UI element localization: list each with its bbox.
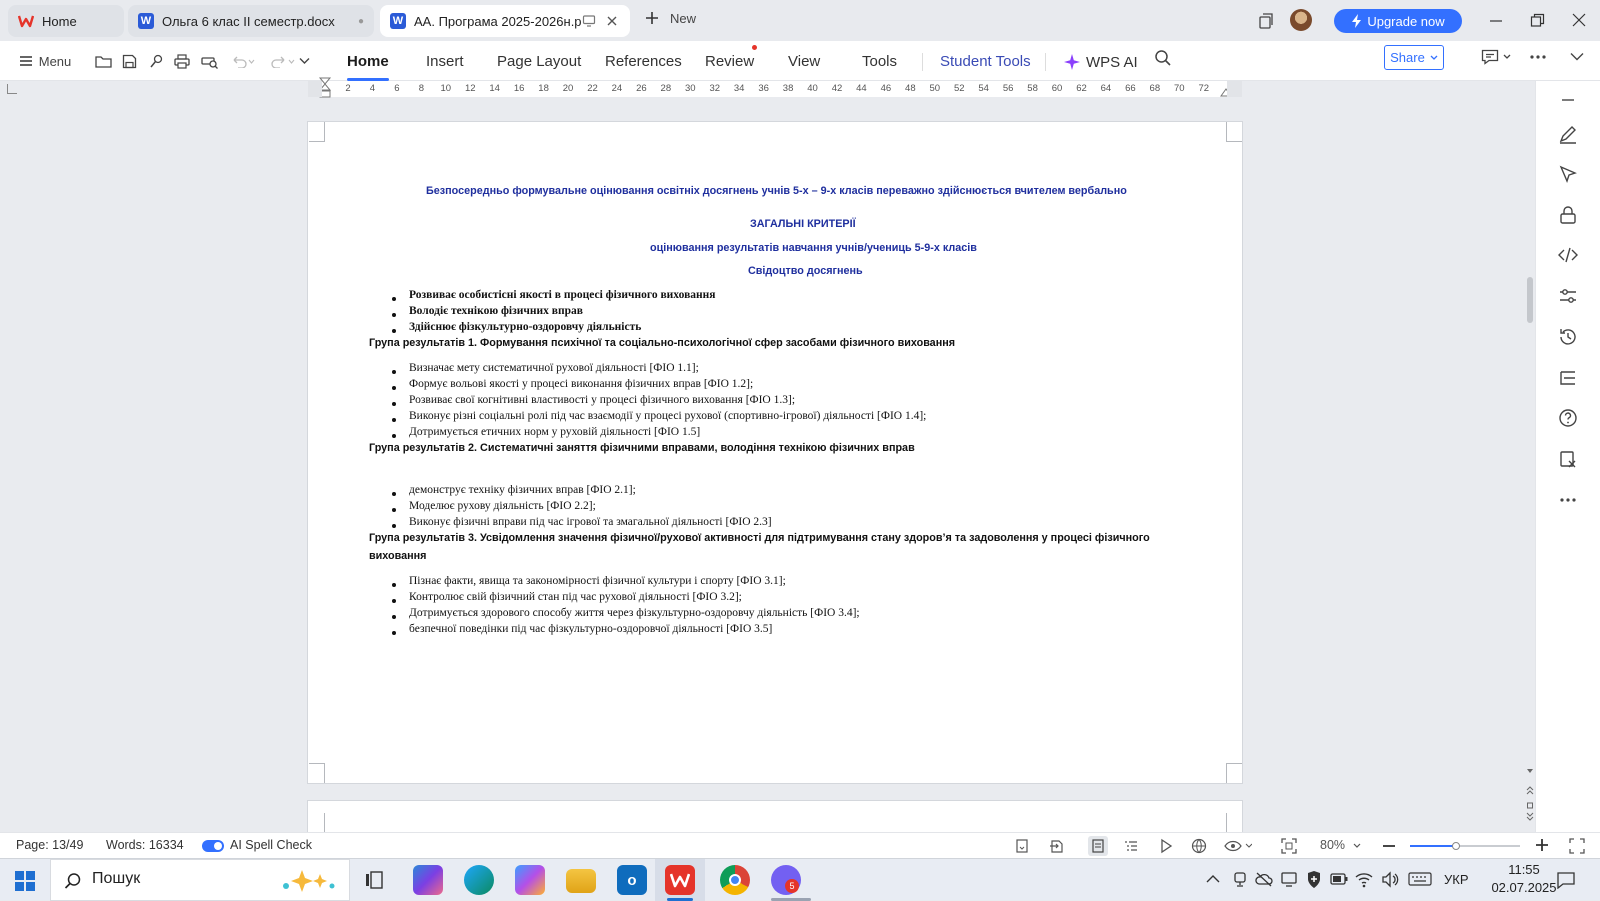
right-sidebar [1535, 81, 1600, 832]
word-doc-icon: W [390, 13, 406, 29]
tab-ribbon-home[interactable]: Home [347, 49, 389, 75]
ruler-tick-label: 6 [394, 83, 400, 94]
m365-app-icon[interactable] [413, 865, 443, 895]
ruler-tick-label: 36 [758, 83, 769, 94]
webcam-icon[interactable] [1233, 871, 1247, 888]
ruler-tick-label: 8 [418, 83, 424, 94]
export-icon[interactable] [1049, 838, 1065, 854]
print-icon [174, 54, 190, 69]
notification-badge: 5 [785, 879, 799, 893]
ruler-tick-label: 66 [1125, 83, 1136, 94]
ruler-tick-label: 42 [831, 83, 843, 94]
zoom-slider[interactable] [1410, 845, 1520, 847]
wps-ai-button[interactable] [1064, 49, 1138, 75]
cursor-select-icon[interactable] [1557, 163, 1579, 185]
ruler-tick-label: 24 [611, 83, 623, 94]
bullet [392, 386, 396, 390]
undo-button[interactable] [228, 48, 258, 74]
history-icon[interactable] [1557, 326, 1579, 348]
collapse-ribbon-icon[interactable] [1570, 52, 1584, 61]
battery-icon[interactable] [1330, 873, 1348, 885]
wifi-icon[interactable] [1355, 871, 1373, 888]
ruler-tick-label: 52 [953, 83, 965, 94]
unsaved-dot-icon[interactable]: ● [357, 15, 364, 27]
document-page-next[interactable] [307, 800, 1243, 832]
bullet [392, 508, 396, 512]
format-painter-button[interactable] [145, 48, 167, 74]
notifications-icon[interactable] [1556, 871, 1576, 889]
security-icon[interactable] [1306, 870, 1322, 889]
vertical-scrollbar-thumb[interactable] [1527, 277, 1533, 323]
notification-dot [752, 45, 757, 50]
redo-button[interactable] [268, 48, 298, 74]
help-icon[interactable] [1557, 407, 1579, 429]
ruler-tick-label: 22 [587, 83, 598, 94]
list-item: Виконує фізичні вправи під час ігрової та змагальної діяльності [ФІО 2.3] [409, 516, 772, 528]
bullet [392, 583, 396, 587]
spell-check-toggle[interactable] [202, 840, 224, 852]
ruler-tick-label: 58 [1027, 83, 1038, 94]
clock-time[interactable]: 11:55 [1508, 862, 1540, 877]
share-label: Share [1390, 50, 1425, 65]
fit-page-icon[interactable] [1281, 838, 1297, 854]
horizontal-ruler[interactable] [308, 81, 1242, 97]
chevron-down-icon[interactable] [1353, 843, 1361, 849]
list-item: безпечної поведінки під час фізкультурно-оздоровчої діяльності [ФІО 3.5] [409, 623, 773, 635]
play-icon[interactable] [1158, 838, 1174, 854]
ruler-tick-label: 60 [1051, 83, 1063, 94]
keyboard-icon[interactable] [1408, 872, 1432, 886]
group3-title-cont: виховання [369, 550, 427, 562]
chevron-down-icon [299, 57, 310, 65]
ruler-tick-label: 12 [464, 83, 476, 94]
tab-document-program[interactable] [380, 5, 630, 37]
paint-brush-icon [149, 54, 164, 69]
quick-access-dropdown[interactable] [296, 48, 312, 74]
close-window-icon[interactable] [1572, 13, 1586, 27]
search-highlight-icon [276, 866, 340, 896]
chrome-browser-icon[interactable] [720, 865, 750, 895]
read-mode-icon[interactable] [1014, 838, 1030, 854]
menu-label: Menu [38, 53, 72, 69]
print-button[interactable] [171, 48, 193, 74]
divider [922, 53, 923, 71]
status-bar [0, 832, 1600, 858]
bullet [392, 418, 396, 422]
upgrade-label: Upgrade now [1367, 13, 1445, 29]
new-tab-button[interactable] [644, 10, 696, 26]
pen-icon[interactable] [1557, 123, 1579, 145]
ruler-tick-label: 56 [1002, 83, 1014, 94]
zoom-out-icon[interactable] [1382, 839, 1396, 853]
bullet [392, 524, 396, 528]
ruler-tick-label: 26 [636, 83, 647, 94]
ruler-tick-label: 40 [807, 83, 818, 94]
close-icon[interactable] [606, 15, 618, 27]
tab-label: АА. Програма 2025-2026н.р [414, 13, 582, 29]
scroll-nav-icon[interactable] [1526, 767, 1534, 823]
bullet [392, 329, 396, 333]
divider [1045, 53, 1046, 71]
edge-browser-icon[interactable] [464, 865, 494, 895]
bullet [392, 599, 396, 603]
bullet [392, 313, 396, 317]
group3-title: Група результатів 3. Усвідомлення значення фізичної/рухової активності для підтримування стану здоров’я та задоволення у процесі фізичного [369, 532, 1150, 544]
ruler-tick-label: 72 [1198, 83, 1210, 94]
wps-office-icon[interactable] [665, 865, 695, 895]
page-view-icon [1091, 839, 1105, 853]
ruler-tick-label: 4 [369, 83, 376, 94]
list-item: Розвиває особистісні якості в процесі фізичного виховання [409, 289, 716, 301]
bullet [392, 492, 396, 496]
web-layout-icon[interactable] [1191, 838, 1207, 854]
cloud-off-icon[interactable] [1255, 872, 1273, 887]
menu-button[interactable] [16, 48, 74, 74]
ruler-tick-label: 32 [709, 83, 721, 94]
wps-ai-label: WPS AI [1086, 53, 1138, 71]
new-tab-label: New [670, 10, 697, 26]
translate-doc-icon[interactable] [1557, 448, 1579, 470]
more-icon[interactable] [1530, 55, 1546, 59]
tab-label: Ольга 6 клас II семестр.docx [162, 13, 335, 29]
hamburger-icon [19, 55, 33, 67]
bullet [392, 297, 396, 301]
tab-document-olga[interactable] [128, 5, 374, 37]
bullet [392, 370, 396, 374]
ruler-tick-label: 48 [905, 83, 916, 94]
sliders-icon[interactable] [1557, 285, 1579, 307]
file-explorer-icon[interactable] [566, 869, 596, 893]
minimize-icon[interactable] [1489, 14, 1503, 28]
list-item: Розвиває свої когнітивні властивості у процесі фізичного виховання [ФІО 1.3]; [409, 394, 796, 406]
ruler-tick-label: 62 [1076, 83, 1087, 94]
avatar[interactable] [1290, 9, 1312, 31]
ruler-tick-label: 10 [440, 83, 452, 94]
more-tools-icon[interactable] [1557, 489, 1579, 511]
list-item: Дотримується етичних норм у руховій діяльності [ФІО 1.5] [409, 426, 701, 438]
ruler-tick-label: 38 [782, 83, 794, 94]
heading-assessment: оцінювання результатів навчання учнів/учениць 5-9-х класів [650, 242, 977, 254]
eye-protection-icon[interactable] [1224, 839, 1252, 853]
word-count[interactable]: Words: 16334 [106, 838, 184, 852]
spell-check-label: AI Spell Check [230, 838, 312, 852]
tab-ribbon-page-layout[interactable]: Page Layout [497, 53, 582, 70]
open-folder-button[interactable] [92, 48, 114, 74]
chevron-down-icon [1430, 55, 1438, 61]
page-indicator[interactable]: Page: 13/49 [16, 838, 84, 852]
window-stack-icon[interactable] [1257, 12, 1275, 30]
bullet [392, 615, 396, 619]
chevron-down-icon [1503, 54, 1511, 60]
margin-corner [309, 763, 325, 783]
ruler-tick-label: 46 [880, 83, 892, 94]
margin-corner [1226, 122, 1242, 142]
taskbar [0, 858, 1600, 900]
bullet [392, 434, 396, 438]
tab-ribbon-references[interactable]: References [605, 53, 682, 70]
fullscreen-icon[interactable] [1569, 838, 1585, 854]
outline-view-icon[interactable] [1123, 838, 1139, 854]
ruler-tick-label: 18 [538, 83, 549, 94]
wps-logo-icon [18, 13, 34, 29]
restore-icon[interactable] [1530, 13, 1545, 28]
plus-icon [644, 10, 660, 26]
ruler-margin [308, 81, 322, 97]
intro-text: Безпосередньо формувальне оцінювання освітніх досягнень учнів 5-х – 9-х класів переважно здійснюється вчителем вербально [426, 185, 1127, 197]
list-item: Моделює рухову діяльність [ФІО 2.2]; [409, 500, 596, 512]
volume-icon[interactable] [1381, 871, 1399, 888]
collapse-panel-icon[interactable] [1557, 89, 1579, 111]
undo-icon [231, 54, 255, 68]
margin-corner [1226, 813, 1242, 832]
bullet [392, 631, 396, 635]
ruler-tick-label: 20 [562, 83, 574, 94]
ruler-tick-label: 64 [1100, 83, 1112, 94]
tab-ribbon-insert[interactable]: Insert [426, 53, 464, 70]
document-page[interactable] [307, 121, 1243, 784]
upgrade-button[interactable] [1334, 9, 1462, 33]
list-item: Формує вольові якості у процесі виконання фізичних вправ [ФІО 1.2]; [409, 378, 754, 390]
code-icon[interactable] [1557, 244, 1579, 266]
tab-stop-selector[interactable] [7, 84, 17, 94]
lock-icon[interactable] [1557, 204, 1579, 226]
ruler-tick-label: 70 [1174, 83, 1185, 94]
ruler-tick-label: 44 [856, 83, 867, 94]
outline-icon[interactable] [1557, 367, 1579, 389]
document-area[interactable] [0, 105, 1535, 832]
folder-icon [95, 54, 112, 69]
ruler-tick-label: 50 [929, 83, 941, 94]
outlook-icon[interactable]: o [617, 865, 647, 895]
list-item: Здійснює фізкультурно-оздоровчу діяльність [409, 321, 642, 333]
chevron-up-icon[interactable] [1206, 874, 1220, 884]
list-item: Виконує різні соціальні ролі під час взаємодії у процесі рухової (спортивно-ігрової) діяльності [ФІО 1.4]; [409, 410, 927, 422]
sparkle-icon [1064, 54, 1080, 70]
ruler-tick-label: 54 [978, 83, 989, 94]
list-item: Визначає мету систематичної рухової діяльності [ФІО 1.1]; [409, 362, 699, 374]
tab-ribbon-review[interactable]: Review [705, 53, 755, 70]
bullet [392, 402, 396, 406]
taskbar-search[interactable] [50, 859, 350, 901]
search-icon[interactable] [1154, 49, 1172, 67]
search-placeholder: Пошук [92, 870, 141, 887]
zoom-level[interactable]: 80% [1320, 838, 1346, 852]
save-icon [122, 54, 137, 69]
redo-icon [271, 54, 295, 68]
copilot-icon[interactable] [515, 865, 545, 895]
clock-date[interactable]: 02.07.2025 [1491, 880, 1557, 895]
list-item: Володіє технікою фізичних вправ [409, 305, 583, 317]
ruler-tick-label: 2 [345, 83, 351, 94]
heading-general-criteria: ЗАГАЛЬНІ КРИТЕРІЇ [750, 218, 856, 230]
comment-icon [1481, 49, 1499, 65]
ruler-tick-label: 34 [733, 83, 745, 94]
list-item: Дотримується здорового способу життя через фізкультурно-оздоровчу діяльність [ФІО 3.4]; [409, 607, 860, 619]
comment-button[interactable] [1481, 49, 1511, 65]
tab-ribbon-tools[interactable]: Tools [862, 53, 898, 70]
ruler-tick-label: 16 [513, 83, 525, 94]
list-item: демонструє техніку фізичних вправ [ФІО 2.1]; [409, 484, 636, 496]
tab-label: Home [42, 13, 77, 29]
ruler-tick-label: 68 [1149, 83, 1161, 94]
list-item: Пізнає факти, явища та закономірності фізичної культури і спорту [ФІО 3.1]; [409, 575, 786, 587]
ruler-tick-label: 14 [489, 83, 500, 94]
tab-home[interactable] [8, 5, 124, 37]
monitor-icon[interactable] [582, 14, 596, 28]
task-view-icon[interactable] [365, 871, 383, 889]
margin-corner [1226, 763, 1242, 783]
windows-start-icon[interactable] [15, 871, 35, 891]
display-icon[interactable] [1281, 872, 1297, 887]
search-icon [64, 872, 82, 890]
tab-ribbon-view[interactable]: View [788, 53, 821, 70]
tab-ribbon-student-tools[interactable]: Student Tools [940, 53, 1031, 70]
tab-bar [0, 0, 1600, 41]
margin-corner [309, 813, 325, 832]
save-button[interactable] [118, 48, 140, 74]
margin-corner [309, 122, 325, 142]
ruler-margin [1227, 81, 1242, 97]
page-view-button[interactable] [1088, 836, 1108, 856]
ruler-tick-label: 28 [660, 83, 672, 94]
group2-title: Група результатів 2. Систематичні заняття фізичними вправами, володіння технікою фізичних вправ [369, 442, 915, 454]
word-doc-icon: W [138, 13, 154, 29]
heading-certificate: Свідоцтво досягнень [748, 265, 863, 277]
print-preview-icon [201, 54, 218, 69]
language-indicator[interactable]: УКР [1444, 872, 1469, 887]
list-item: Контролює свій фізичний стан під час рухової діяльності [ФІО 3.2]; [409, 591, 742, 603]
share-button[interactable] [1384, 45, 1444, 70]
print-preview-button[interactable] [198, 48, 220, 74]
zoom-in-icon[interactable] [1535, 838, 1549, 852]
group1-title: Група результатів 1. Формування психічної та соціально-психологічної сфер засобами фізичного виховання [369, 337, 956, 349]
ruler-tick-label: 30 [685, 83, 696, 94]
lightning-icon [1351, 14, 1363, 28]
ribbon-toolbar [0, 41, 1600, 81]
scroll-top-icon[interactable] [1526, 105, 1534, 111]
